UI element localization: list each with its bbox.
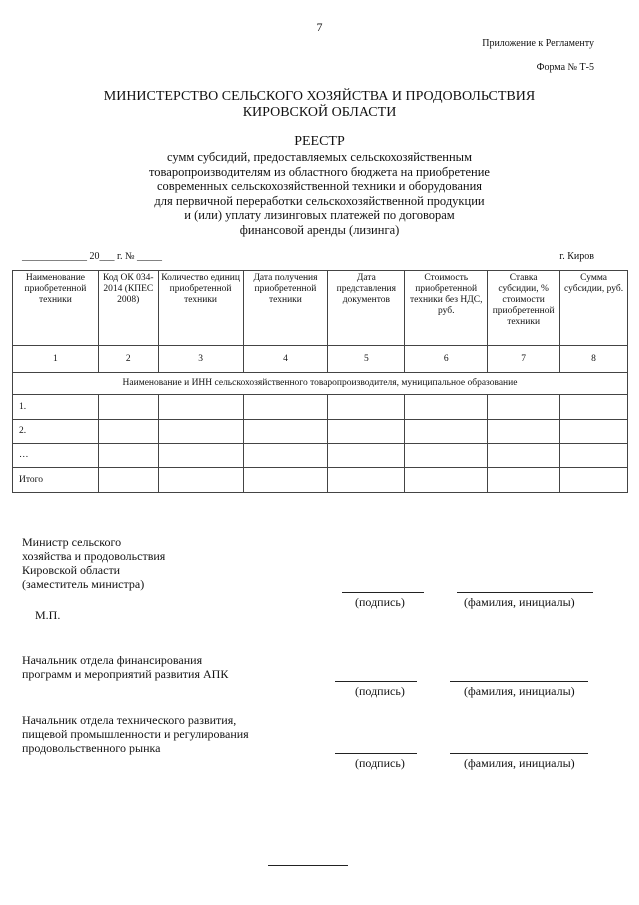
number-cell: 7 [488,346,560,373]
number-cell: 8 [560,346,628,373]
total-row [13,468,628,493]
number-cell: 4 [243,346,328,373]
row-label: Итого [13,468,99,493]
subtitle-line: и (или) уплату лизинговых платежей по договорам [184,208,455,222]
group-cell: Наименование и ИНН сельскохозяйственного товаропроизводителя, муниципальное образование [13,373,628,395]
header-cell: Дата представления документов [328,271,405,346]
signature-line [335,753,417,754]
subtitle-line: финансовой аренды (лизинга) [239,222,400,237]
stamp-place: М.П. [35,608,61,622]
appendix-label: Приложение к Регламенту [482,38,594,49]
position-line: программ и мероприятий развития АПК [22,667,229,681]
name-line [450,681,588,682]
position-line: Начальник отдела финансирования [22,653,203,667]
subtitle-line: для первичной переработки сельскохозяйственной продукции [154,193,485,208]
header-cell: Код ОК 034-2014 (КПЕС 2008) [98,271,158,346]
date-number-line: _____________ 20___ г. № _____ [22,251,163,262]
number-cell: 1 [13,346,99,373]
signatory-position [22,653,228,681]
group-row [13,373,628,395]
subtitle-line: товаропроизводителям из областного бюджета на приобретение [149,164,490,179]
position-line: продовольственного рынка [22,741,161,755]
register-table [12,270,628,493]
name-line [450,753,588,754]
city: г. Киров [559,251,594,262]
register-subtitle [0,150,639,237]
header-cell: Количество единиц приобретенной техники [158,271,243,346]
name-caption: (фамилия, инициалы) [464,684,575,698]
position-line: (заместитель министра) [22,577,145,591]
position-line: хозяйства и продовольствия [22,549,166,563]
subtitle-line: современных сельскохозяйственной техники и оборудования [156,179,483,193]
signature-caption: (подпись) [355,595,405,609]
position-line: Начальник отдела технического развития, [22,713,237,727]
header-cell: Стоимость приобретенной техники без НДС, руб. [405,271,488,346]
signatory-position [22,713,249,755]
name-caption: (фамилия, инициалы) [464,756,575,770]
row-label: … [13,444,99,468]
table-row [13,420,628,444]
table-row [13,395,628,420]
ministry-line: КИРОВСКОЙ ОБЛАСТИ [242,105,397,120]
page-number: 7 [316,20,323,34]
signature-line [342,592,424,593]
column-number-row [13,346,628,373]
header-cell: Сумма субсидии, руб. [560,271,628,346]
footer-divider [268,865,348,866]
signature-caption: (подпись) [355,684,405,698]
name-caption: (фамилия, инициалы) [464,595,575,609]
header-row [13,271,628,346]
position-line: пищевой промышленности и регулирования [22,727,249,741]
register-title: РЕЕСТР [294,134,345,149]
table-row [13,444,628,468]
position-line: Кировской области [22,563,121,577]
signature-line [335,681,417,682]
number-cell: 5 [328,346,405,373]
signature-caption: (подпись) [355,756,405,770]
name-line [457,592,593,593]
signatory-position [22,535,165,591]
number-cell: 6 [405,346,488,373]
position-line: Министр сельского [22,535,122,549]
ministry-title [0,89,639,121]
row-label: 2. [13,420,99,444]
header-cell: Ставка субсидии, % стоимости приобретенной техники [488,271,560,346]
number-cell: 3 [158,346,243,373]
ministry-line: МИНИСТЕРСТВО СЕЛЬСКОГО ХОЗЯЙСТВА И ПРОДОВОЛЬСТВИЯ [103,89,536,104]
header-cell: Дата получения приобретенной техники [243,271,328,346]
header-cell: Наименование приобретенной техники [13,271,99,346]
row-label: 1. [13,395,99,420]
form-number: Форма № Т-5 [536,62,594,73]
number-cell: 2 [98,346,158,373]
subtitle-line: сумм субсидий, предоставляемых сельскохозяйственным [167,150,472,164]
